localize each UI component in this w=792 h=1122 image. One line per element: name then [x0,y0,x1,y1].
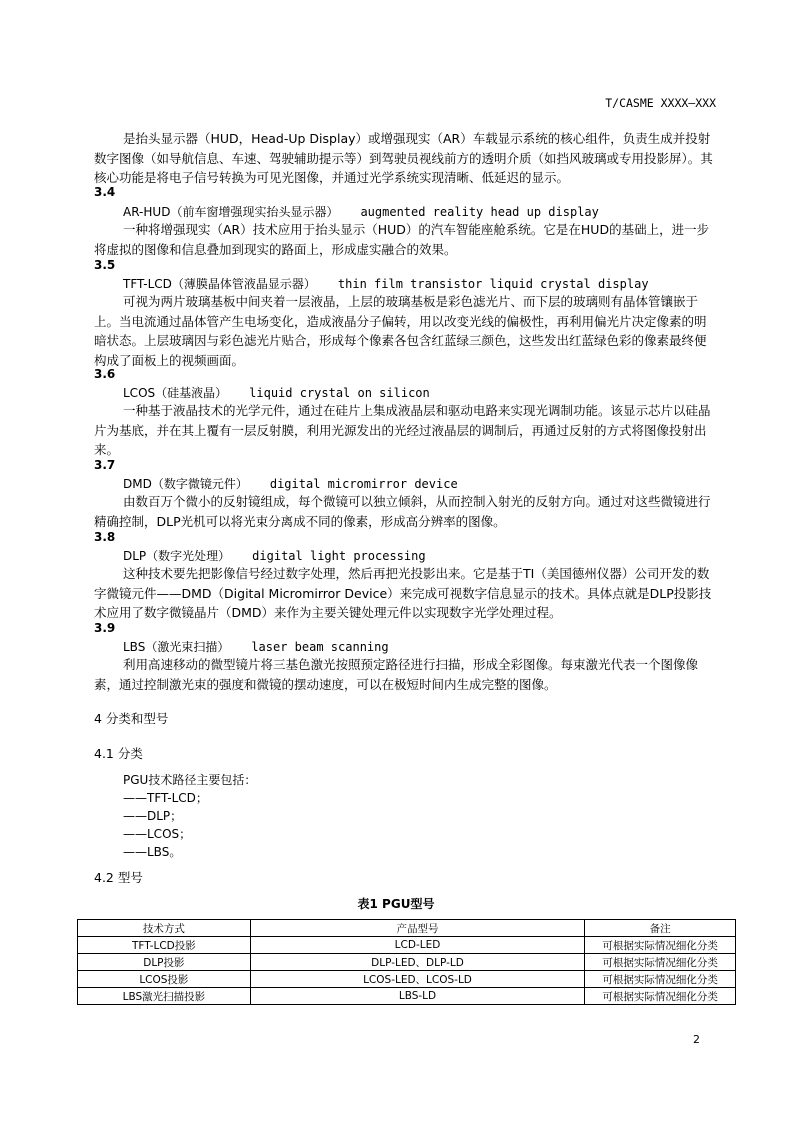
term-name-en: liquid crystal on silicon [249,386,430,400]
table-cell: 可根据实际情况细化分类 [585,988,736,1005]
term-definition: 利用高速移动的微型镜片将三基色激光按照预定路径进行扫描，形成全彩图像。每束激光代表一个图像像素，通过控制激光束的强度和微镜的摆动速度，可以在极短时间内生成完整的图像。 [94,657,699,692]
table-row [78,988,736,1005]
table-header-row [78,920,736,937]
list-item: ——LCOS； [123,827,192,841]
term-number: 3.4 [94,185,116,199]
table-cell: 可根据实际情况细化分类 [585,937,736,954]
term-title [123,384,430,401]
table-row [78,937,736,954]
table-header-cell: 产品型号 [250,920,584,937]
table-cell: LBS激光扫描投影 [78,988,251,1005]
table-cell: LBS-LD [250,988,584,1005]
table-cell: LCOS投影 [78,971,251,988]
term-title [123,203,599,220]
term-name-en: laser beam scanning [251,640,389,654]
table-cell: TFT-LCD投影 [78,937,251,954]
term-name-en: augmented reality head up display [360,205,599,219]
term-title [123,547,426,564]
table-cell: 可根据实际情况细化分类 [585,971,736,988]
table-cell: 可根据实际情况细化分类 [585,954,736,971]
table-cell: DLP投影 [78,954,251,971]
term-name-cn: TFT-LCD（薄膜晶体管液晶显示器） [123,277,316,291]
list-item: ——DLP； [123,809,183,823]
subsection-heading: 4.1 分类 [94,746,143,761]
term-name-en: thin film transistor liquid crystal display [337,277,649,291]
document-header: T/CASME XXXX—XXX [605,96,716,110]
term-definition: 一种将增强现实（AR）技术应用于抬头显示（HUD）的汽车智能座舱系统。它是在HUD的基础上，进一步将虚拟的图像和信息叠加到现实的路面上，形成虚实融合的效果。 [94,222,710,257]
term-definition: 由数百万个微小的反射镜组成，每个微镜可以独立倾斜，从而控制入射光的反射方向。通过对这些微镜进行精确控制，DLP光机可以将光束分离成不同的像素，形成高分辨率的图像。 [94,494,711,529]
term-definition: 可视为两片玻璃基板中间夹着一层液晶，上层的玻璃基板是彩色滤光片、而下层的玻璃则有晶体管镶嵌于上。当电流通过晶体管产生电场变化，造成液晶分子偏转，用以改变光线的偏极性，再利用偏光片决定像素的明暗状态。上层玻璃因与彩色滤光片贴合，形成每个像素各包含红蓝绿三颜色，这些发出红蓝绿色彩的像素最终便构成了面板上的视频画面。 [94,294,707,368]
term-name-en: digital light processing [252,549,426,563]
table-row [78,971,736,988]
table-header-cell: 技术方式 [78,920,251,937]
table-row [78,954,736,971]
term-title [123,275,649,292]
table-header-cell: 备注 [585,920,736,937]
term-number: 3.5 [94,258,116,272]
term-name-cn: DMD（数字微镜元件） [123,477,248,491]
term-number: 3.6 [94,367,116,381]
term-number: 3.8 [94,530,116,544]
term-number: 3.9 [94,621,116,635]
term-definition: 这种技术要先把影像信号经过数字处理，然后再把光投影出来。它是基于TI（美国德州仪器）公司开发的数字微镜元件——DMD（Digital Micromirror Device）来完成可视数字信息显示的技术。具体点就是DLP投影技术应用了数字微镜晶片（DMD）来作为主要关键处理元件以实现数字光学处理过程。 [94,566,712,620]
term-title [123,638,389,655]
section-heading: 4 分类和型号 [94,711,169,726]
list-intro: PGU技术路径主要包括： [123,773,257,787]
term-name-en: digital micromirror device [269,477,458,491]
list-item: ——LBS。 [123,845,182,859]
list-item: ——TFT-LCD； [123,791,208,805]
table-cell: LCOS-LED、LCOS-LD [250,971,584,988]
subsection-heading: 4.2 型号 [94,870,143,885]
term-name-cn: LBS（激光束扫描） [123,640,230,654]
page-number: 2 [693,1033,700,1046]
term-name-cn: AR-HUD（前车窗增强现实抬头显示器） [123,205,339,219]
term-title [123,475,458,492]
pgu-model-table [77,919,736,1005]
term-definition: 一种基于液晶技术的光学元件，通过在硅片上集成液晶层和驱动电路来实现光调制功能。该显示芯片以硅晶片为基底，并在其上覆有一层反射膜，利用光源发出的光经过液晶层的调制后，再通过反射的方式将图像投射出来。 [94,403,711,457]
table-cell: DLP-LED、DLP-LD [250,954,584,971]
term-name-cn: LCOS（硅基液晶） [123,386,228,400]
table-cell: LCD-LED [250,937,584,954]
intro-paragraph: 是抬头显示器（HUD，Head-Up Display）或增强现实（AR）车载显示系统的核心组件，负责生成并投射数字图像（如导航信息、车速、驾驶辅助提示等）到驾驶员视线前方的透明介质（如挡风玻璃或专用投影屏）。其核心功能是将电子信号转换为可见光图像，并通过光学系统实现清晰、低延迟的显示。 [94,131,713,185]
term-number: 3.7 [94,458,116,472]
term-name-cn: DLP（数字光处理） [123,549,231,563]
table-caption: 表1 PGU型号 [357,897,435,911]
